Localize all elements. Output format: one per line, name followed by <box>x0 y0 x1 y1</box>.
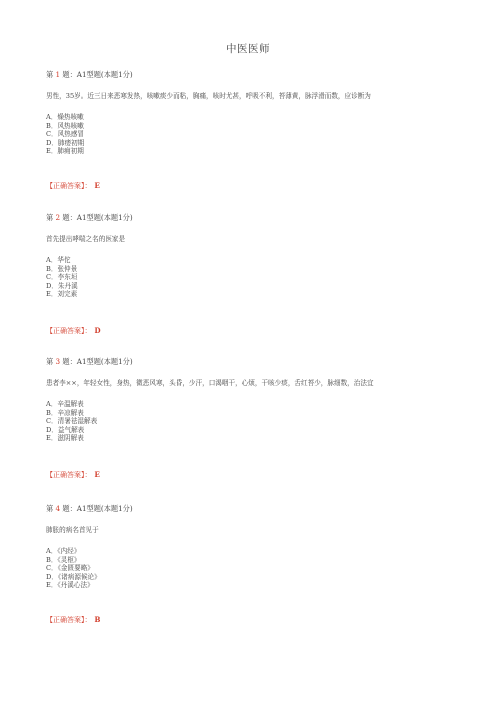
question-header <box>46 504 466 514</box>
page-title: 中医医师 <box>226 43 270 55</box>
option-b: B．辛凉解表 <box>46 408 84 417</box>
answer-value: E <box>94 470 100 479</box>
answer-2 <box>46 326 101 336</box>
option-c: C．清暑祛湿解表 <box>46 417 98 426</box>
option-a: A．辛温解表 <box>46 400 84 408</box>
option-c: C．风热感冒 <box>46 130 85 139</box>
option-b: B．张仲景 <box>46 264 78 273</box>
question-type: 题：A1型题(本题1分) <box>62 357 133 366</box>
question-stem: 肺胀的病名首见于 <box>46 526 99 534</box>
option-c: C．李东垣 <box>46 273 78 282</box>
question-4 <box>46 504 466 590</box>
option-list <box>46 256 466 299</box>
question-header <box>46 70 466 80</box>
option-d: D．肺痿初期 <box>46 138 85 147</box>
question-1 <box>46 70 466 156</box>
question-number: 3 <box>55 357 61 366</box>
option-list <box>46 547 466 590</box>
answer-value: B <box>94 615 101 624</box>
question-prefix: 第 <box>46 70 54 79</box>
question-type: 题：A1型题(本题1分) <box>62 70 133 79</box>
option-list <box>46 400 466 443</box>
option-e: E．滋阴解表 <box>46 434 84 443</box>
question-stem: 首先提出哮喘之名的医家是 <box>46 235 126 243</box>
question-3 <box>46 357 466 443</box>
option-a: A．《内经》 <box>46 547 81 555</box>
option-a: A．华佗 <box>46 256 71 264</box>
answer-1 <box>46 181 100 191</box>
question-type: 题：A1型题(本题1分) <box>62 504 133 513</box>
question-stem: 男性，35岁。近三日来恶寒发热，咳嗽痰少而粘，胸痛，咳时尤甚，呼吸不利，苔薄黄，脉浮滑而数，应诊断为 <box>46 92 371 100</box>
answer-value: E <box>94 181 100 190</box>
answer-4 <box>46 615 100 625</box>
answer-value: D <box>94 326 101 335</box>
option-d: D．《诸病源候论》 <box>46 572 101 581</box>
question-2 <box>46 213 466 299</box>
option-d: D．益气解表 <box>46 425 85 434</box>
option-c: C．《金匮要略》 <box>46 564 94 573</box>
option-e: E．肺痈初期 <box>46 147 84 156</box>
option-b: B．《灵枢》 <box>46 555 81 564</box>
question-prefix: 第 <box>46 504 54 513</box>
answer-label: 【正确答案】： <box>46 471 92 479</box>
option-e: E．刘完素 <box>46 290 78 299</box>
question-number: 4 <box>55 504 61 513</box>
question-type: 题：A1型题(本题1分) <box>62 213 133 222</box>
answer-label: 【正确答案】： <box>46 327 92 335</box>
question-prefix: 第 <box>46 357 54 366</box>
question-header <box>46 357 466 367</box>
answer-label: 【正确答案】： <box>46 182 92 190</box>
option-list <box>46 113 466 156</box>
answer-label: 【正确答案】： <box>46 616 92 624</box>
option-a: A．燥热咳嗽 <box>46 113 84 121</box>
option-d: D．朱丹溪 <box>46 281 78 290</box>
answer-3 <box>46 470 100 480</box>
question-prefix: 第 <box>46 213 54 222</box>
question-stem: 患者李××，年轻女性，身热，微恶风寒，头昏，少汗，口渴咽干，心烦，干咳少痰，舌红苔少，脉细数，治法宜 <box>46 379 374 387</box>
question-number: 2 <box>55 213 61 222</box>
option-e: E．《丹溪心法》 <box>46 581 94 590</box>
question-number: 1 <box>55 70 61 79</box>
question-header <box>46 213 466 223</box>
option-b: B．风热咳嗽 <box>46 121 84 130</box>
